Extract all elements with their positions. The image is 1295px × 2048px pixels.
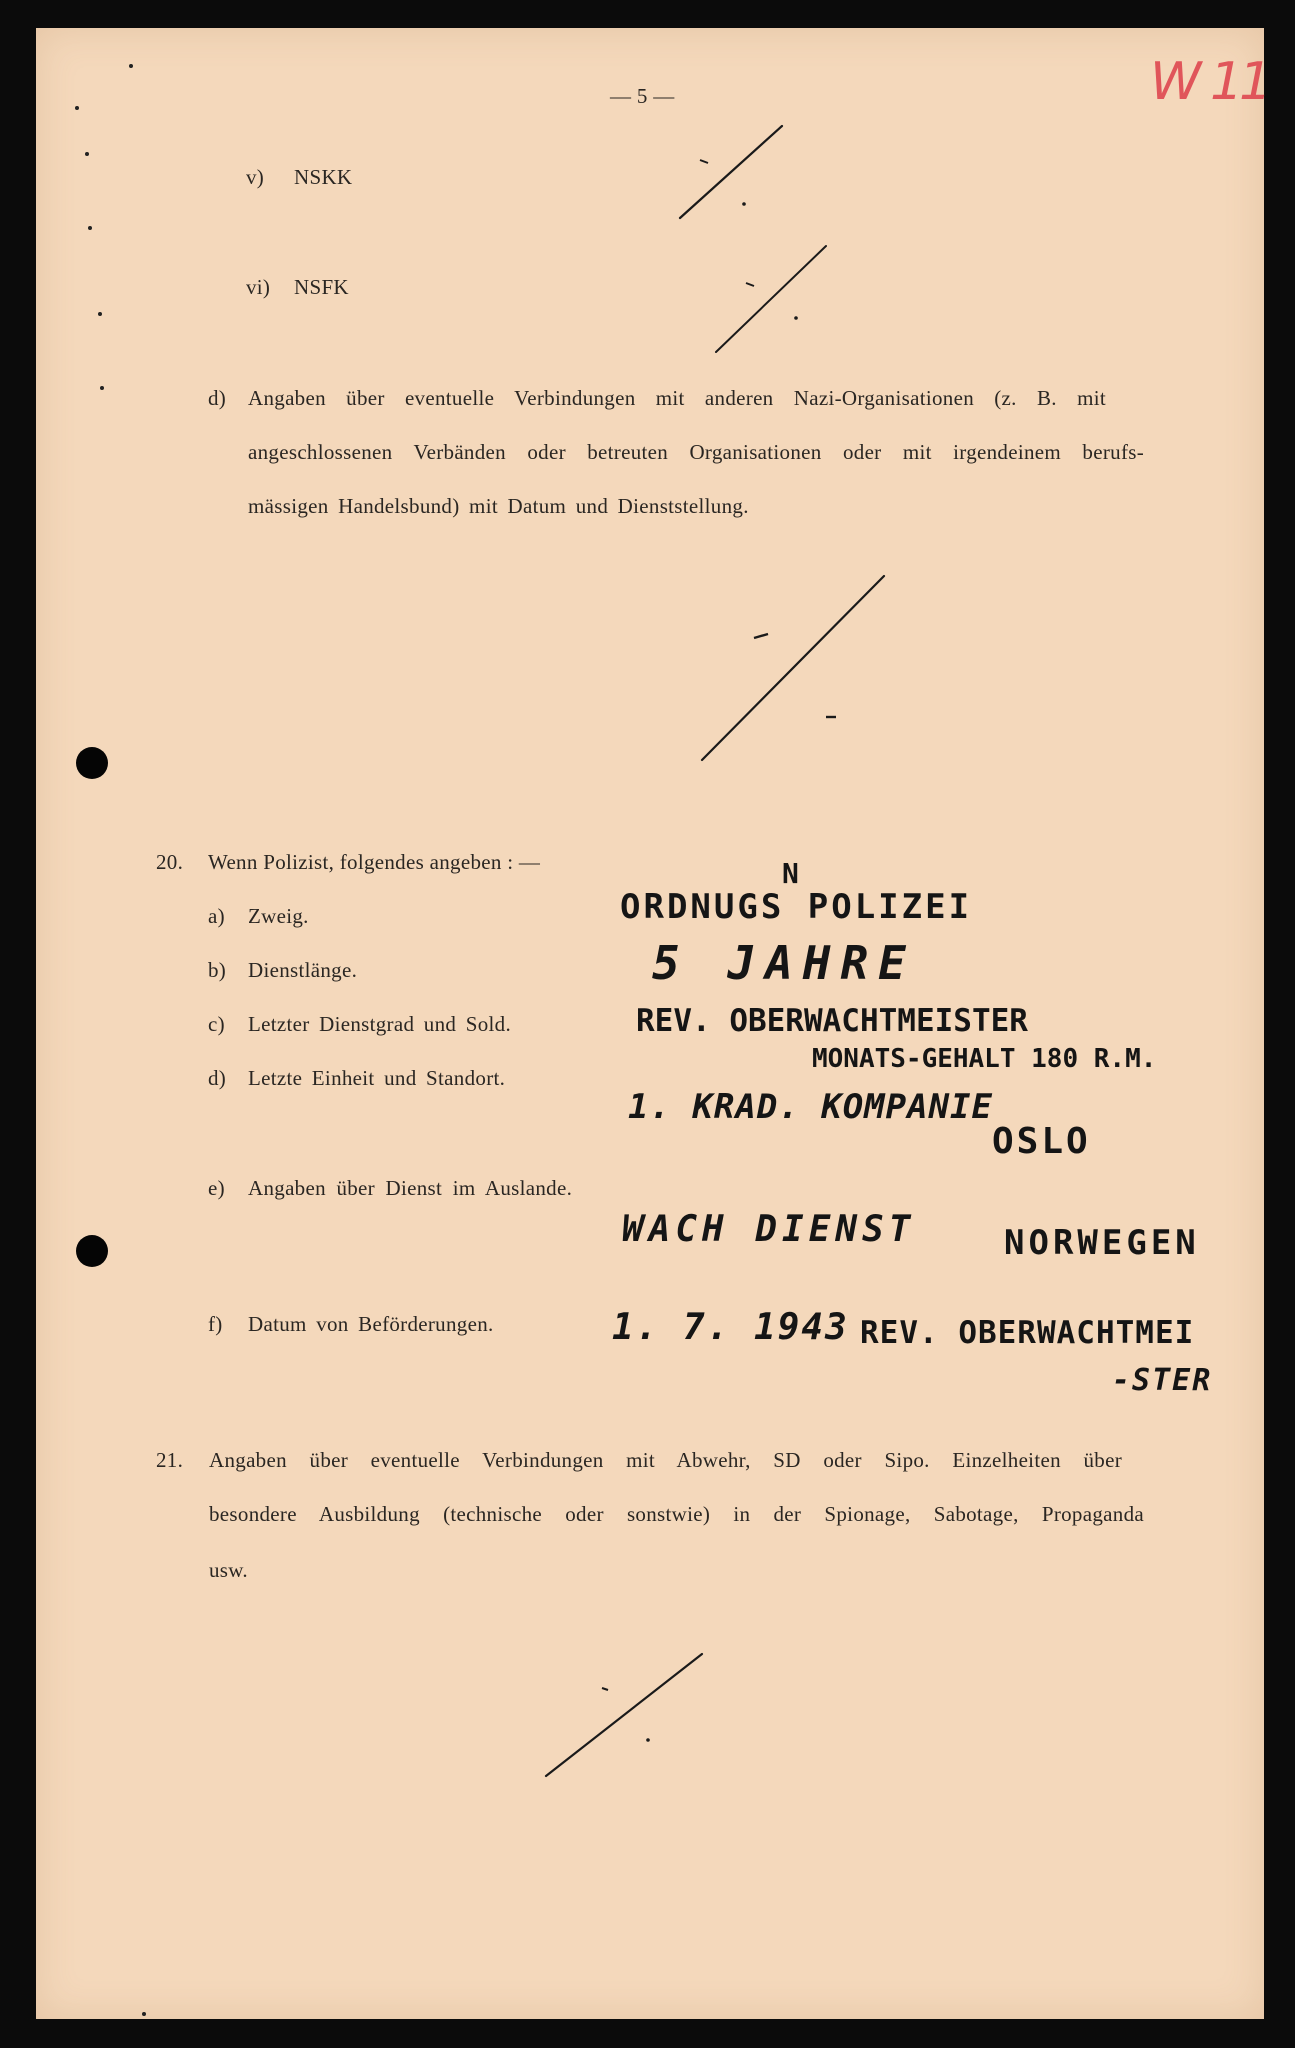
punch-hole-top: [76, 747, 108, 779]
item-v-label: v): [246, 165, 265, 189]
q21-line3: usw.: [209, 1558, 248, 1582]
punch-hole-bottom: [76, 1235, 108, 1267]
q20-f-text: Datum von Beförderungen.: [248, 1312, 494, 1336]
answer-f-rank: REV. OBERWACHTMEI: [860, 1315, 1195, 1351]
q21-line1: Angaben über eventuelle Verbindungen mit Abwehr, SD oder Sipo. Einzelheiten über: [209, 1448, 1122, 1472]
answer-e-service: WACH DIENST: [622, 1209, 916, 1250]
q20-d-label: d): [208, 1066, 227, 1090]
page-number: — 5 —: [610, 84, 675, 108]
item-d-line3: mässigen Handelsbund) mit Datum und Dienststellung.: [248, 494, 749, 518]
strike-mark-q21: [540, 1650, 720, 1790]
q20-a-label: a): [208, 904, 225, 928]
answer-f-date: 1. 7. 1943: [612, 1307, 849, 1348]
speck: [142, 2012, 146, 2016]
answer-f-rank-continued: -STER: [1112, 1363, 1213, 1398]
q20-e-label: e): [208, 1176, 225, 1200]
strike-mark-vi: [706, 240, 826, 360]
corner-mark: W 11: [1150, 52, 1269, 112]
q20-c-label: c): [208, 1012, 225, 1036]
q20-c-text: Letzter Dienstgrad und Sold.: [248, 1012, 512, 1036]
q20-b-text: Dienstlänge.: [248, 958, 358, 982]
answer-a-branch: ORDNUGS POLIZEI: [620, 887, 973, 927]
answer-b-length: 5 JAHRE: [652, 936, 916, 990]
strike-mark-d: [690, 570, 910, 770]
answer-d-unit: 1. KRAD. KOMPANIE: [628, 1087, 993, 1127]
item-d-line2: angeschlossenen Verbänden oder betreuten Organisationen oder mit irgendeinem berufs-: [248, 440, 1144, 464]
q20-number: 20.: [156, 850, 184, 874]
q20-f-label: f): [208, 1312, 223, 1336]
q20-title: Wenn Polizist, folgendes angeben : —: [208, 850, 541, 874]
speck: [85, 152, 89, 156]
answer-e-country: NORWEGEN: [1004, 1223, 1200, 1263]
q20-b-label: b): [208, 958, 227, 982]
strike-mark-v: [670, 120, 790, 230]
speck: [75, 106, 79, 110]
answer-d-location: OSLO: [992, 1121, 1091, 1162]
q20-e-text: Angaben über Dienst im Auslande.: [248, 1176, 573, 1200]
item-d-line1: Angaben über eventuelle Verbindungen mit anderen Nazi-Organisationen (z. B. mit: [248, 386, 1106, 410]
item-vi-text: NSFK: [294, 275, 349, 299]
speck: [129, 64, 133, 68]
speck: [100, 386, 104, 390]
item-d-label: d): [208, 386, 227, 410]
q20-a-text: Zweig.: [248, 904, 309, 928]
answer-a-insert: N: [782, 857, 799, 890]
q20-d-text: Letzte Einheit und Standort.: [248, 1066, 506, 1090]
speck: [98, 312, 102, 316]
q21-line2: besondere Ausbildung (technische oder sonstwie) in der Spionage, Sabotage, Propaganda: [209, 1502, 1144, 1526]
q21-number: 21.: [156, 1448, 184, 1472]
speck: [88, 226, 92, 230]
item-v-text: NSKK: [294, 165, 353, 189]
answer-c-rank: REV. OBERWACHTMEISTER: [636, 1003, 1028, 1039]
item-vi-label: vi): [246, 275, 271, 299]
answer-c-salary: MONATS-GEHALT 180 R.M.: [812, 1044, 1157, 1074]
